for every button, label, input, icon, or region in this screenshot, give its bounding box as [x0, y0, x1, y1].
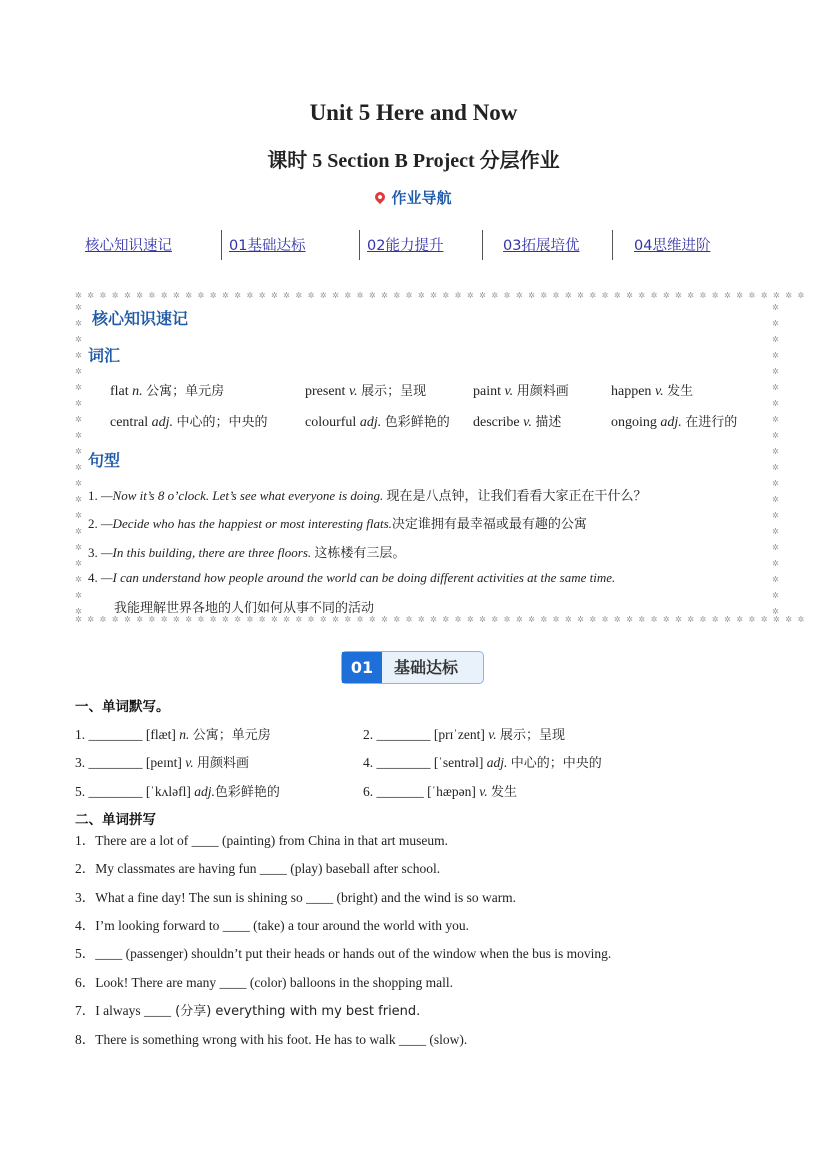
nav-divider [612, 230, 613, 260]
vocab-item: present v. 展示；呈现 [305, 384, 427, 399]
badge-number: 01 [342, 652, 382, 683]
spelling-item: 2．My classmates are having fun ____ (play) baseball after school. [75, 861, 441, 876]
sentence-item: 4. —I can understand how people around the world can be doing different activities at the same time. [88, 570, 616, 585]
spelling-item: 3．What a fine day! The sun is shining so ____ (bright) and the wind is so warm. [75, 890, 517, 905]
answer-blank[interactable]: ________ [376, 755, 431, 770]
nav-heading [0, 187, 827, 208]
answer-blank[interactable]: ____ [222, 918, 250, 933]
dictation-item: 6. _______ [ˈhæpən] v. 发生 [363, 784, 517, 800]
sentence-item: 2. —Decide who has the happiest or most interesting flats.决定谁拥有最幸福或最有趣的公寓 [88, 516, 587, 532]
knowledge-heading: 核心知识速记 [92, 309, 189, 328]
vocab-item: ongoing adj. 在进行的 [611, 415, 738, 430]
part1-heading: 一、单词默写。 [75, 699, 170, 715]
nav-divider [482, 230, 483, 260]
page-subtitle: 课时 5 Section B Project 分层作业 [267, 150, 560, 172]
dictation-item: 2. ________ [prɪˈzent] v. 展示；呈现 [363, 727, 565, 743]
vocab-heading: 词汇 [88, 346, 121, 365]
sentence-item: 1. —Now it’s 8 o’clock. Let’s see what everyone is doing. 现在是八点钟，让我们看看大家正在干什么？ [88, 488, 647, 504]
dictation-item: 5. ________ [ˈkʌləfl] adj.色彩鲜艳的 [75, 784, 280, 800]
vocab-item: flat n. 公寓；单元房 [110, 384, 225, 399]
answer-blank[interactable]: ________ [88, 755, 143, 770]
vocab-item: central adj. 中心的；中央的 [110, 415, 268, 430]
dotted-border-left: ✲ ✲ ✲ ✲ ✲ ✲ ✲ ✲ ✲ ✲ ✲ ✲ ✲ ✲ ✲ ✲ ✲ ✲ ✲ ✲ [75, 303, 82, 616]
sentence-translation: 我能理解世界各地的人们如何从事不同的活动 [114, 601, 375, 616]
location-pin-icon [373, 190, 387, 204]
sentence-item: 3. —In this building, there are three floors. 这栋楼有三层。 [88, 545, 406, 561]
badge-label: 基础达标 [394, 658, 459, 677]
vocab-item: colourful adj. 色彩鲜艳的 [305, 415, 450, 430]
dictation-item: 4. ________ [ˈsentrəl] adj. 中心的；中央的 [363, 755, 602, 771]
nav-divider [359, 230, 360, 260]
answer-blank[interactable]: ________ [88, 784, 143, 799]
spelling-item: 7．I always ____ (分享) everything with my best friend. [75, 1003, 421, 1019]
nav-divider [221, 230, 222, 260]
spelling-item: 1．There are a lot of ____ (painting) from China in that art museum. [75, 833, 449, 848]
spelling-item: 5．____ (passenger) shouldn’t put their heads or hands out of the window when the bus is moving. [75, 946, 612, 961]
vocab-item: happen v. 发生 [611, 384, 694, 399]
homework-nav [76, 230, 756, 260]
sentence-heading: 句型 [88, 451, 121, 470]
answer-blank[interactable]: ____ [191, 833, 219, 848]
dotted-border-right: ✲ ✲ ✲ ✲ ✲ ✲ ✲ ✲ ✲ ✲ ✲ ✲ ✲ ✲ ✲ ✲ ✲ ✲ ✲ ✲ [772, 303, 779, 616]
section-badge-01 [341, 651, 484, 684]
spelling-item: 4．I’m looking forward to ____ (take) a tour around the world with you. [75, 918, 470, 933]
nav-link-04[interactable]: 04思维进阶 [634, 238, 711, 254]
answer-blank[interactable]: ____ [398, 1032, 426, 1047]
vocab-item: paint v. 用颜料画 [473, 384, 569, 399]
part2-heading: 二、单词拼写 [75, 812, 156, 828]
nav-link-01[interactable]: 01基础达标 [229, 238, 306, 254]
nav-link-core-knowledge[interactable]: 核心知识速记 [85, 238, 172, 254]
answer-blank[interactable]: ____ [259, 861, 287, 876]
vocab-item: describe v. 描述 [473, 415, 562, 430]
nav-link-03[interactable]: 03拓展培优 [503, 238, 580, 254]
page-title: Unit 5 Here and Now [309, 100, 518, 125]
dictation-item: 3. ________ [peɪnt] v. 用颜料画 [75, 755, 250, 771]
dotted-border-top: ✲ ✲ ✲ ✲ ✲ ✲ ✲ ✲ ✲ ✲ ✲ ✲ ✲ ✲ ✲ ✲ ✲ ✲ ✲ ✲ ✲ ✲ ✲ ✲ ✲ ✲ ✲ ✲ ✲ ✲ ✲ ✲ ✲ ✲ ✲ ✲ ✲ ✲ ✲ ✲ ✲ ✲ ✲ ✲ ✲ ✲ ✲ ✲ ✲ ✲ ✲ ✲ ✲ ✲ ✲ ✲ ✲ ✲ ✲ ✲ [75, 291, 806, 300]
spelling-item: 6．Look! There are many ____ (color) balloons in the shopping mall. [75, 975, 454, 990]
dotted-border-bottom: ✲ ✲ ✲ ✲ ✲ ✲ ✲ ✲ ✲ ✲ ✲ ✲ ✲ ✲ ✲ ✲ ✲ ✲ ✲ ✲ ✲ ✲ ✲ ✲ ✲ ✲ ✲ ✲ ✲ ✲ ✲ ✲ ✲ ✲ ✲ ✲ ✲ ✲ ✲ ✲ ✲ ✲ ✲ ✲ ✲ ✲ ✲ ✲ ✲ ✲ ✲ ✲ ✲ ✲ ✲ ✲ ✲ ✲ ✲ ✲ [75, 615, 806, 624]
answer-blank[interactable]: ________ [376, 727, 431, 742]
spelling-item: 8．There is something wrong with his foot. He has to walk ____ (slow). [75, 1032, 468, 1047]
answer-blank[interactable]: ________ [88, 727, 143, 742]
dictation-item: 1. ________ [flæt] n. 公寓；单元房 [75, 727, 271, 743]
answer-blank[interactable]: ____ [306, 890, 334, 905]
answer-blank[interactable]: ____ [95, 946, 123, 961]
answer-blank[interactable]: _______ [376, 784, 424, 799]
answer-blank[interactable]: ____ [219, 975, 247, 990]
nav-link-02[interactable]: 02能力提升 [367, 238, 444, 254]
nav-heading-label: 作业导航 [391, 189, 452, 207]
answer-blank[interactable]: ____ [143, 1003, 171, 1018]
